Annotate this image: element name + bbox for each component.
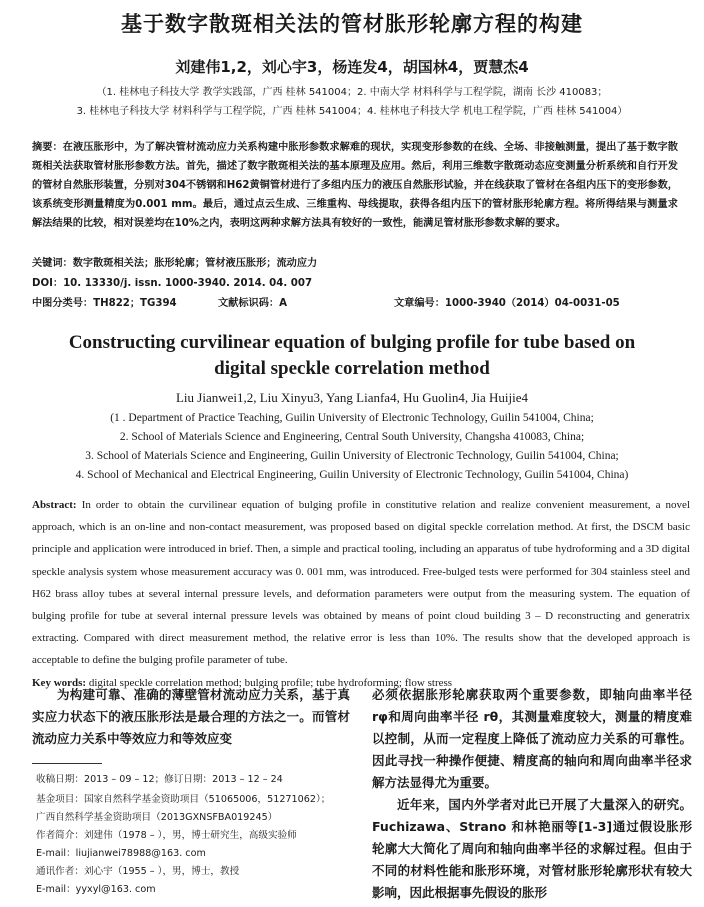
footnote-email-1[interactable]: E-mail：liujianwei78988@163. com	[36, 848, 206, 859]
body-right-column	[372, 684, 692, 904]
body-right-paragraph-1: 必须依据胀形轮廓获取两个重要参数，即轴向曲率半径 rφ和周向曲率半径 rθ，其测量难度较大，测量的精度难以控制，从而一定程度上降低了流动应力关系的可靠性。因此寻找一种操作便捷、精度高的轴向和周向曲率半径求解方法显得尤为重要。	[372, 687, 692, 790]
english-keywords-text: digital speckle correlation method; bulging profile; tube hydroforming; flow stress	[88, 676, 453, 689]
footnote-fund-2: 广西自然科学基金资助项目（2013GXNSFBA019245）	[36, 812, 278, 823]
footnote-email-2[interactable]: E-mail：yyxyl@163. com	[36, 884, 156, 895]
footnote-corresponding-author: 通讯作者：刘心宇（1955 – ），男，博士，教授	[36, 866, 240, 877]
footnote-author-intro: 作者简介：刘建伟（1978 – ），男，博士研究生，高级实验师	[36, 830, 297, 841]
english-affiliation-1: (1 . Department of Practice Teaching, Guilin University of Electronic Technology, Guilin 541004, China;	[110, 412, 594, 424]
classification-number: 中图分类号：TH822；TG394	[32, 298, 177, 309]
doi: DOI：10. 13330/j. issn. 1000-3940. 2014. 04. 007	[32, 278, 313, 289]
chinese-abstract	[32, 138, 678, 233]
chinese-abstract-label: 摘要：	[32, 142, 63, 153]
chinese-affiliation-line-1: （1. 桂林电子科技大学 教学实践部，广西 桂林 541004；2. 中南大学 材料科学与工程学院，湖南 长沙 410083；	[96, 87, 608, 98]
english-title-line-1: Constructing curvilinear equation of bulging profile for tube based on	[68, 332, 636, 353]
english-affiliation-3: 3. School of Materials Science and Engineering, Guilin University of Electronic Technology, Guilin 541004, China;	[85, 450, 619, 462]
footnote-fund-1: 基金项目：国家自然科学基金资助项目（51065006，51271062）；	[36, 794, 331, 805]
chinese-abstract-text: 在液压胀形中，为了解决管材流动应力关系构建中胀形参数求解难的现状，实现变形参数的在线、全场、非接触测量，提出了基于数字散斑相关法获取管材胀形参数方法。首先，描述了数字散斑相关法的基本原理及应用。然后，利用三维数字散斑动态应变测量分析系统和自行开发的管材自然胀形装置，分别对304不锈钢和H62黄铜管材进行了多组内压力的液压自然胀形试验，并在线获取了管材在各组内压下的变形参数，该系统变形测量精度为0.001 mm。最后，通过点云生成、三维重构、母线提取，获得各组内压下的管材胀形轮廓方程。将所得结果与测量求解法结果的比较，相对误差均在10%之内，表明这两种求解方法具有较好的一致性，能满足管材胀形参数求解的要求。	[32, 142, 678, 229]
english-keywords-label: Key words:	[32, 676, 87, 689]
footnote-rule	[32, 763, 102, 764]
english-abstract	[32, 494, 690, 694]
article-number: 文章编号：1000-3940（2014）04-0031-05	[394, 298, 620, 309]
english-affiliation-4: 4. School of Mechanical and Electrical Engineering, Guilin University of Electronic Technology, Guilin 541004, China)	[75, 469, 629, 481]
english-abstract-text: In order to obtain the curvilinear equation of bulging profile in constitutive relation and realize convenient measurement, a novel approach, which is an on-line and non-contact measurement, was proposed based on digital speckle correlation method. At first, the DSCM basic principle and application were introduced in brief. Then, a simple and practical tooling, including an apparatus of tube hydroforming and a 3D digital speckle analysis system whose measurement accuracy was 0. 001 mm, was introduced. Free-bulged tests were performed for 304 stainless steel and H62 brass alloy tubes at several internal pressure levels, and deformation parameters were output from the measuring system. The equation of bulging profile for tube at several internal pressure levels was obtained by means of point cloud building 3 – D reconstructing and generatrix extracting. Compared with direct measurement method, the relative error is less than 10%. The results show that the developed approach is acceptable to define the bulging profile parameter of tube.	[32, 499, 690, 667]
chinese-affiliation-line-2: 3. 桂林电子科技大学 材料科学与工程学院，广西 桂林 541004；4. 桂林电子科技大学 机电工程学院，广西 桂林 541004）	[76, 106, 628, 117]
chinese-keywords: 关键词：数字散斑相关法；胀形轮廓；管材液压胀形；流动应力	[32, 258, 318, 269]
document-code: 文献标识码：A	[218, 298, 288, 309]
chinese-authors: 刘建伟1,2，刘心宇3，杨连发4，胡国林4，贾慧杰4	[175, 58, 529, 76]
english-authors: Liu Jianwei1,2, Liu Xinyu3, Yang Lianfa4, Hu Guolin4, Jia Huijie4	[175, 390, 529, 405]
english-affiliation-2: 2. School of Materials Science and Engineering, Central South University, Changsha 410083, China;	[119, 431, 585, 443]
body-right-paragraph-2: 近年来，国内外学者对此已开展了大量深入的研究。Fuchizawa、Strano 和林艳丽等[1-3]通过假设胀形轮廓大大简化了周向和轴向曲率半径的求解过程。但由于不同的材料性能和胀形环境，对管材胀形轮廓形状有较大影响，因此根据事先假设的胀形	[372, 797, 692, 900]
body-left-column: 为构建可靠、准确的薄壁管材流动应力关系，基于真实应力状态下的液压胀形法是最合理的方法之一。而管材流动应力关系中等效应力和等效应变	[32, 687, 350, 746]
footnote-dates: 收稿日期：2013 – 09 – 12；修订日期：2013 – 12 – 24	[36, 774, 283, 785]
english-abstract-label: Abstract:	[32, 499, 77, 511]
chinese-title: 基于数字散斑相关法的管材胀形轮廓方程的构建	[121, 12, 583, 36]
english-title-line-2: digital speckle correlation method	[214, 358, 490, 379]
